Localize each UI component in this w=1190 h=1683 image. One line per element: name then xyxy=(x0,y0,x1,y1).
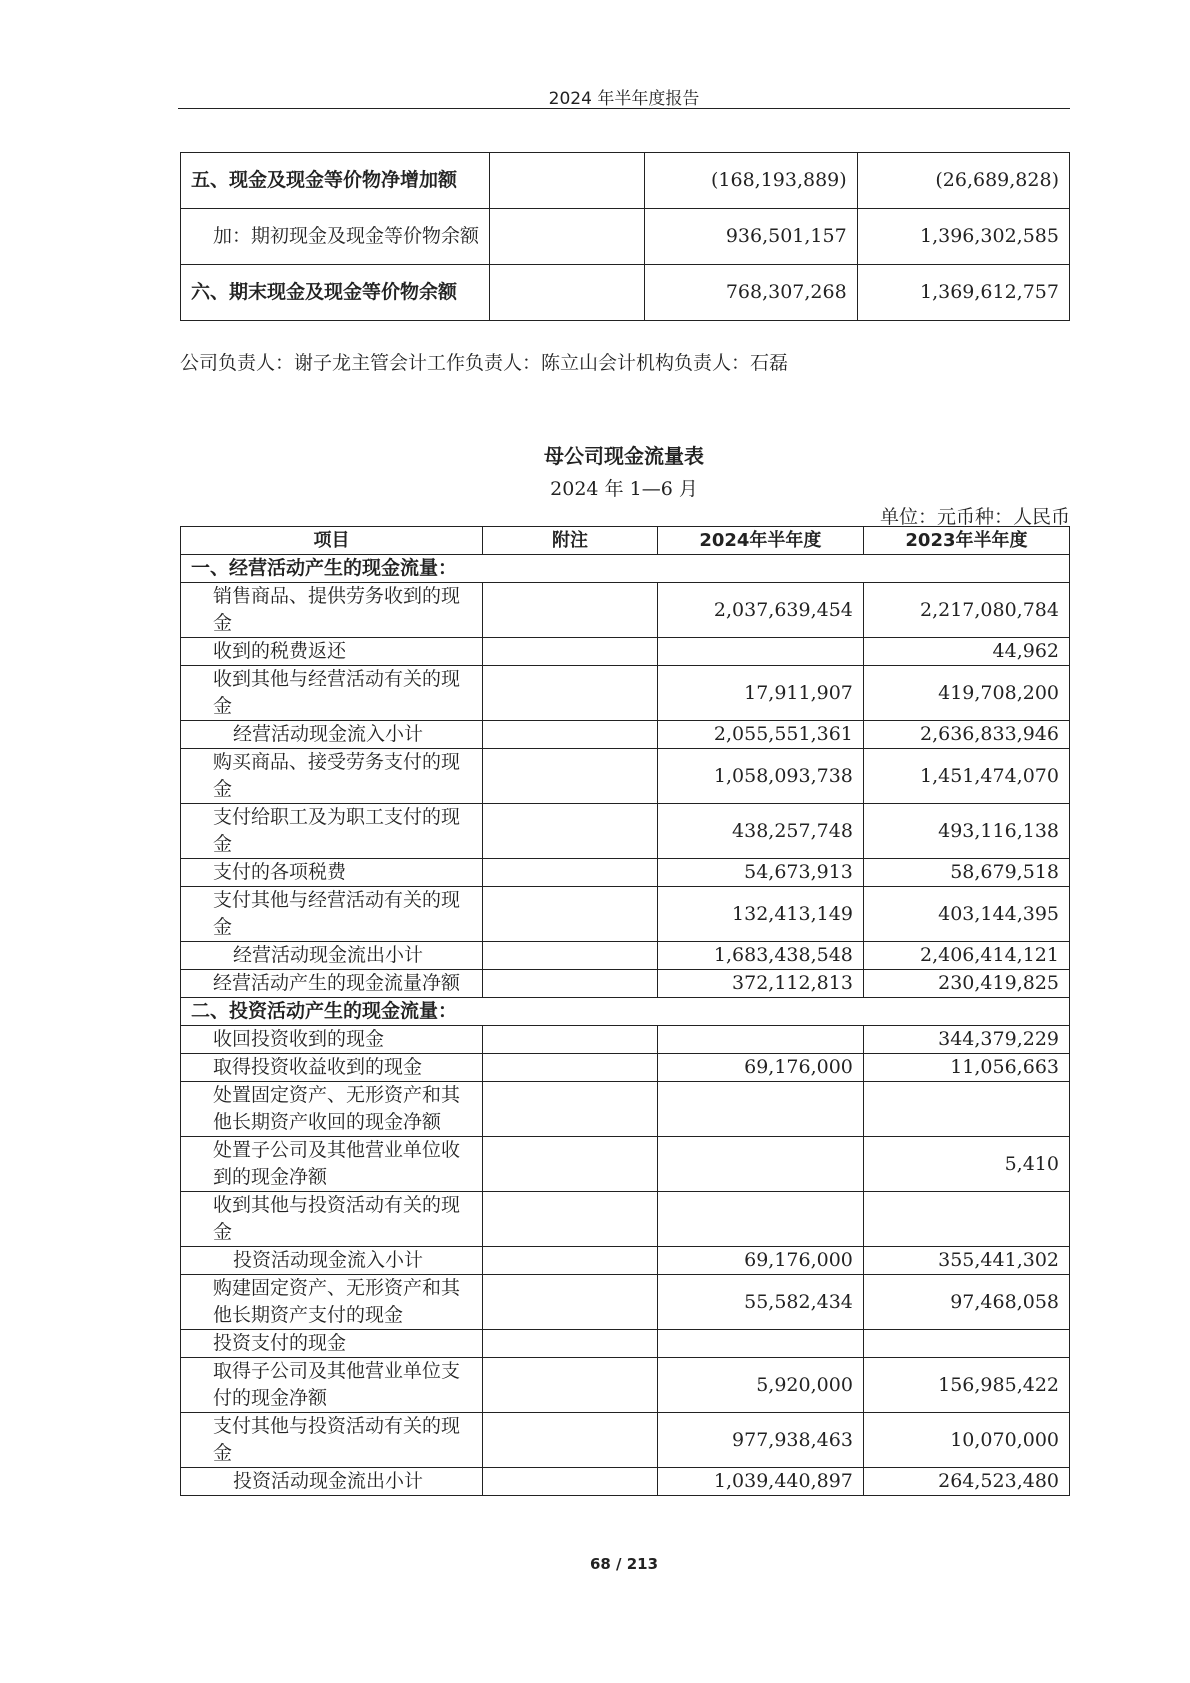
row-note xyxy=(483,1468,658,1496)
row-prior-value: 419,708,200 xyxy=(863,666,1069,721)
page-number: 68 / 213 xyxy=(589,1555,659,1573)
row-note xyxy=(483,1330,658,1358)
table-row xyxy=(181,804,1070,859)
table-header-row xyxy=(181,527,1070,555)
table-row xyxy=(181,666,1070,721)
column-header-item: 项目 xyxy=(181,527,483,555)
row-note xyxy=(483,804,658,859)
row-item-label: 经营活动现金流入小计 xyxy=(181,721,483,749)
section-row xyxy=(181,998,1070,1026)
row-item-label: 经营活动产生的现金流量净额 xyxy=(181,970,483,998)
table-row xyxy=(181,1358,1070,1413)
row-current-value: 2,037,639,454 xyxy=(657,583,863,638)
row-note xyxy=(483,749,658,804)
row-prior-value: 344,379,229 xyxy=(863,1026,1069,1054)
row-current-value: 17,911,907 xyxy=(657,666,863,721)
table-row xyxy=(181,1330,1070,1358)
row-note xyxy=(483,1026,658,1054)
row-current-value: (168,193,889) xyxy=(645,153,857,209)
row-note xyxy=(483,638,658,666)
row-current-value: 1,039,440,897 xyxy=(657,1468,863,1496)
table-row xyxy=(181,1082,1070,1137)
row-note xyxy=(483,1247,658,1275)
row-note xyxy=(483,583,658,638)
column-header-prior: 2023年半年度 xyxy=(863,527,1069,555)
row-prior-value: 97,468,058 xyxy=(863,1275,1069,1330)
row-item-label: 支付其他与经营活动有关的现金 xyxy=(181,887,483,942)
row-item-label: 投资活动现金流出小计 xyxy=(181,1468,483,1496)
table-row xyxy=(181,1468,1070,1496)
row-item-label: 六、期末现金及现金等价物余额 xyxy=(181,265,490,321)
row-prior-value: 58,679,518 xyxy=(863,859,1069,887)
row-current-value: 936,501,157 xyxy=(645,209,857,265)
row-current-value: 438,257,748 xyxy=(657,804,863,859)
row-current-value xyxy=(657,1192,863,1247)
table-row xyxy=(181,1137,1070,1192)
currency-unit: 单位：元币种：人民币 xyxy=(879,506,1070,528)
row-prior-value: 5,410 xyxy=(863,1137,1069,1192)
row-note xyxy=(483,887,658,942)
column-header-note: 附注 xyxy=(483,527,658,555)
row-prior-value: 1,396,302,585 xyxy=(857,209,1069,265)
row-prior-value: 2,217,080,784 xyxy=(863,583,1069,638)
row-prior-value xyxy=(863,1330,1069,1358)
row-item-label: 收回投资收到的现金 xyxy=(181,1026,483,1054)
row-note xyxy=(483,1192,658,1247)
table-row xyxy=(181,887,1070,942)
table-row xyxy=(181,1413,1070,1468)
row-item-label: 收到的税费返还 xyxy=(181,638,483,666)
row-current-value: 2,055,551,361 xyxy=(657,721,863,749)
column-header-current: 2024年半年度 xyxy=(657,527,863,555)
report-header: 2024 年半年度报告 xyxy=(548,89,700,109)
row-item-label: 销售商品、提供劳务收到的现金 xyxy=(181,583,483,638)
cash-summary-table xyxy=(180,152,1070,321)
row-prior-value: (26,689,828) xyxy=(857,153,1069,209)
row-current-value: 5,920,000 xyxy=(657,1358,863,1413)
row-item-label: 投资活动现金流入小计 xyxy=(181,1247,483,1275)
section-row xyxy=(181,555,1070,583)
signature-line: 公司负责人：谢子龙主管会计工作负责人：陈立山会计机构负责人：石磊 xyxy=(180,352,789,374)
row-current-value: 69,176,000 xyxy=(657,1247,863,1275)
row-note xyxy=(483,859,658,887)
row-item-label: 购建固定资产、无形资产和其他长期资产支付的现金 xyxy=(181,1275,483,1330)
row-item-label: 收到其他与投资活动有关的现金 xyxy=(181,1192,483,1247)
table-row xyxy=(181,721,1070,749)
table-row xyxy=(181,1275,1070,1330)
row-note xyxy=(483,1054,658,1082)
row-prior-value: 355,441,302 xyxy=(863,1247,1069,1275)
row-current-value: 372,112,813 xyxy=(657,970,863,998)
row-note xyxy=(483,942,658,970)
table-row xyxy=(181,209,1070,265)
table-row xyxy=(181,153,1070,209)
row-note xyxy=(483,1413,658,1468)
row-note xyxy=(490,153,645,209)
row-current-value xyxy=(657,1082,863,1137)
row-current-value xyxy=(657,1137,863,1192)
row-note xyxy=(483,1358,658,1413)
row-prior-value: 10,070,000 xyxy=(863,1413,1069,1468)
row-item-label: 收到其他与经营活动有关的现金 xyxy=(181,666,483,721)
section-heading: 一、经营活动产生的现金流量： xyxy=(181,555,1070,583)
row-note xyxy=(483,1275,658,1330)
row-item-label: 加：期初现金及现金等价物余额 xyxy=(181,209,490,265)
row-current-value xyxy=(657,1330,863,1358)
table-row xyxy=(181,638,1070,666)
row-item-label: 处置固定资产、无形资产和其他长期资产收回的现金净额 xyxy=(181,1082,483,1137)
table-row xyxy=(181,1192,1070,1247)
row-prior-value: 1,369,612,757 xyxy=(857,265,1069,321)
header-rule xyxy=(178,108,1070,109)
row-current-value: 977,938,463 xyxy=(657,1413,863,1468)
parent-cash-flow-table xyxy=(180,526,1070,1496)
table-row xyxy=(181,1247,1070,1275)
row-note xyxy=(490,209,645,265)
section-heading: 二、投资活动产生的现金流量： xyxy=(181,998,1070,1026)
row-prior-value xyxy=(863,1192,1069,1247)
table-row xyxy=(181,1026,1070,1054)
statement-period: 2024 年 1—6 月 xyxy=(550,478,698,500)
table-row xyxy=(181,583,1070,638)
row-current-value: 1,058,093,738 xyxy=(657,749,863,804)
row-note xyxy=(483,1082,658,1137)
row-item-label: 支付的各项税费 xyxy=(181,859,483,887)
row-note xyxy=(490,265,645,321)
row-prior-value: 264,523,480 xyxy=(863,1468,1069,1496)
row-note xyxy=(483,970,658,998)
row-current-value: 69,176,000 xyxy=(657,1054,863,1082)
row-note xyxy=(483,1137,658,1192)
row-item-label: 五、现金及现金等价物净增加额 xyxy=(181,153,490,209)
row-current-value: 55,582,434 xyxy=(657,1275,863,1330)
row-current-value: 768,307,268 xyxy=(645,265,857,321)
row-prior-value: 156,985,422 xyxy=(863,1358,1069,1413)
row-item-label: 取得子公司及其他营业单位支付的现金净额 xyxy=(181,1358,483,1413)
table-row xyxy=(181,749,1070,804)
statement-title: 母公司现金流量表 xyxy=(544,444,704,468)
row-prior-value xyxy=(863,1082,1069,1137)
row-prior-value: 2,636,833,946 xyxy=(863,721,1069,749)
row-prior-value: 1,451,474,070 xyxy=(863,749,1069,804)
row-prior-value: 2,406,414,121 xyxy=(863,942,1069,970)
table-row xyxy=(181,859,1070,887)
row-prior-value: 493,116,138 xyxy=(863,804,1069,859)
row-note xyxy=(483,721,658,749)
table-row xyxy=(181,970,1070,998)
row-item-label: 支付其他与投资活动有关的现金 xyxy=(181,1413,483,1468)
row-item-label: 取得投资收益收到的现金 xyxy=(181,1054,483,1082)
table-row xyxy=(181,265,1070,321)
row-item-label: 处置子公司及其他营业单位收到的现金净额 xyxy=(181,1137,483,1192)
row-item-label: 支付给职工及为职工支付的现金 xyxy=(181,804,483,859)
row-prior-value: 11,056,663 xyxy=(863,1054,1069,1082)
row-item-label: 投资支付的现金 xyxy=(181,1330,483,1358)
row-prior-value: 44,962 xyxy=(863,638,1069,666)
row-current-value: 1,683,438,548 xyxy=(657,942,863,970)
row-item-label: 购买商品、接受劳务支付的现金 xyxy=(181,749,483,804)
row-current-value: 132,413,149 xyxy=(657,887,863,942)
row-note xyxy=(483,666,658,721)
table-row xyxy=(181,1054,1070,1082)
row-current-value: 54,673,913 xyxy=(657,859,863,887)
table-row xyxy=(181,942,1070,970)
row-current-value xyxy=(657,638,863,666)
row-prior-value: 230,419,825 xyxy=(863,970,1069,998)
row-item-label: 经营活动现金流出小计 xyxy=(181,942,483,970)
row-current-value xyxy=(657,1026,863,1054)
row-prior-value: 403,144,395 xyxy=(863,887,1069,942)
